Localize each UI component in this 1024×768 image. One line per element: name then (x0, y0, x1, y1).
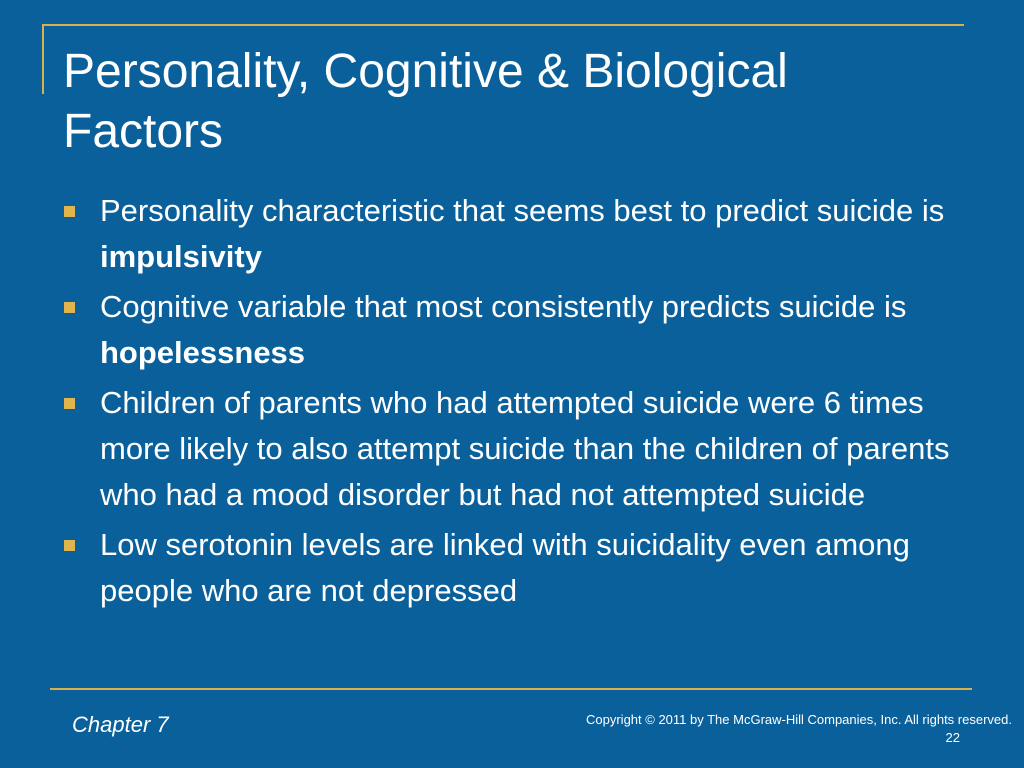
bullet-emphasis: hopelessness (100, 335, 306, 370)
square-bullet-icon (64, 302, 75, 313)
slide-title-line-1: Personality, Cognitive & Biological (63, 45, 788, 98)
bullet-text: Low serotonin levels are linked with suicidality even among people who are not depressed (100, 527, 910, 608)
slide-frame-top-line (42, 24, 964, 26)
slide-title-line-2: Factors (63, 105, 224, 158)
bullet-list (62, 188, 972, 618)
footer-divider (50, 688, 972, 690)
slide-title (63, 42, 963, 162)
bullet-text: Children of parents who had attempted suicide were 6 times more likely to also attempt suicide than the children of parents who had a mood disorder but had not attempted suicide (100, 385, 950, 512)
chapter-label: Chapter 7 (72, 712, 169, 737)
bullet-item-2 (62, 284, 972, 376)
slide-number: 22 (945, 730, 960, 745)
square-bullet-icon (64, 540, 75, 551)
bullet-text: Cognitive variable that most consistently predicts suicide is (100, 289, 907, 324)
bullet-item-3 (62, 380, 972, 518)
bullet-text: Personality characteristic that seems best to predict suicide is (100, 193, 945, 228)
slide-frame-left-line (42, 24, 44, 94)
bullet-item-1 (62, 188, 972, 280)
square-bullet-icon (64, 398, 75, 409)
bullet-item-4 (62, 522, 972, 614)
square-bullet-icon (64, 206, 75, 217)
bullet-emphasis: impulsivity (100, 239, 262, 274)
copyright-notice: Copyright © 2011 by The McGraw-Hill Companies, Inc. All rights reserved. (586, 712, 1012, 727)
